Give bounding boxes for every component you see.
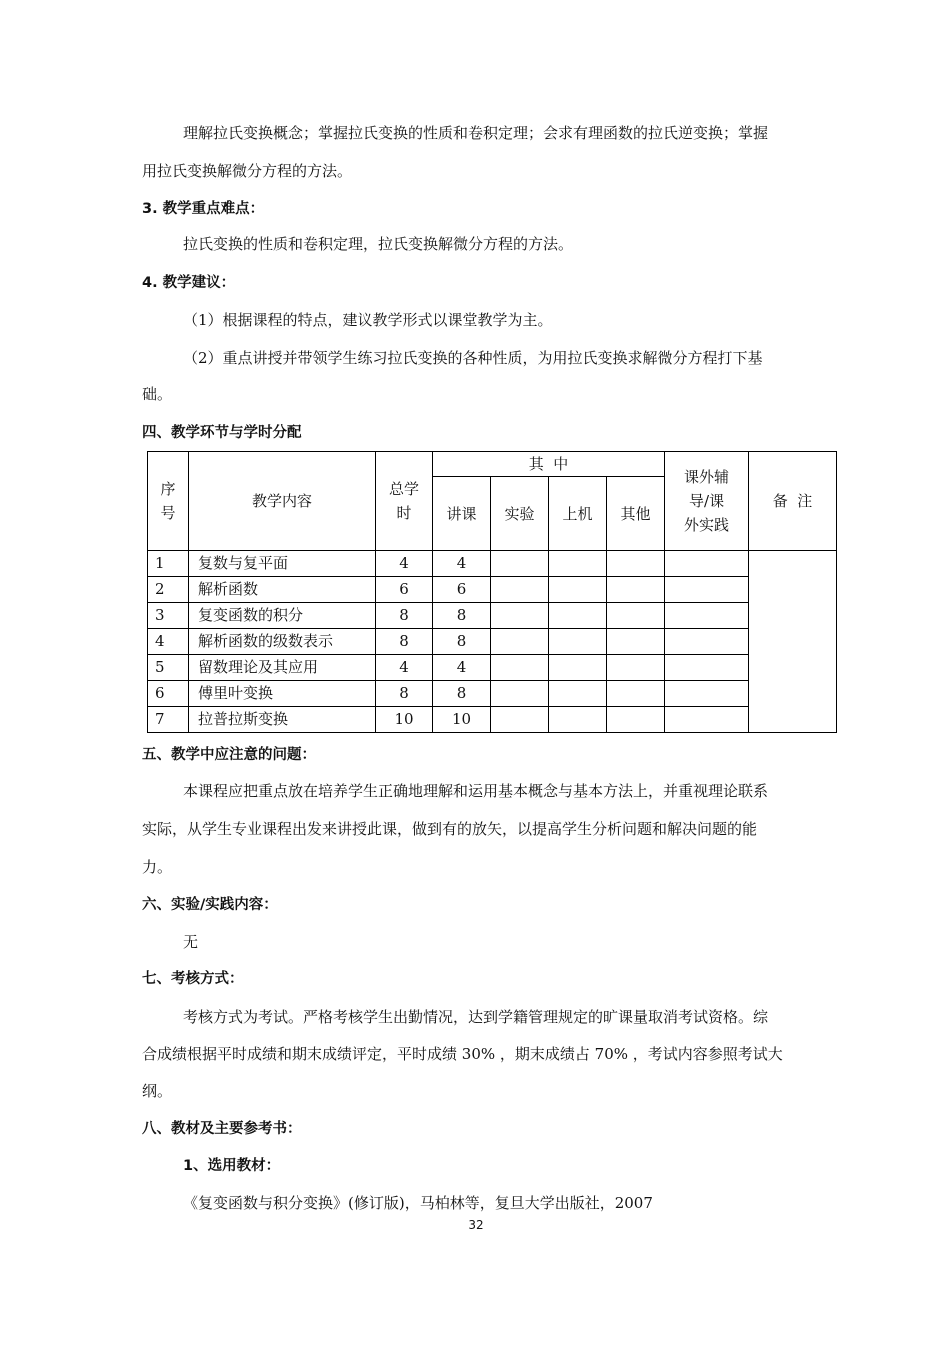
section-five-line-1: 本课程应把重点放在培养学生正确地理解和运用基本概念与基本方法上，并重视理论联系 bbox=[183, 782, 769, 800]
row-experiment bbox=[491, 629, 549, 655]
section-seven-line-3: 纲。 bbox=[142, 1082, 173, 1100]
row-seq: 2 bbox=[148, 577, 189, 603]
row-computer bbox=[549, 551, 607, 577]
header-lecture: 讲课 bbox=[433, 477, 491, 551]
section-seven-line-1: 考核方式为考试。严格考核学生出勤情况，达到学籍管理规定的旷课量取消考试资格。综 bbox=[183, 1008, 769, 1026]
row-other bbox=[607, 629, 665, 655]
row-extra bbox=[665, 551, 749, 577]
section-eight-subheading: 1、选用教材： bbox=[183, 1158, 281, 1174]
hours-table bbox=[147, 451, 837, 733]
header-note: 备 注 bbox=[749, 452, 837, 551]
row-seq: 1 bbox=[148, 551, 189, 577]
table-row bbox=[148, 551, 837, 577]
row-lecture: 8 bbox=[433, 629, 491, 655]
row-computer bbox=[549, 577, 607, 603]
section-eight-heading: 八、教材及主要参考书： bbox=[142, 1121, 302, 1137]
row-content: 解析函数 bbox=[189, 577, 376, 603]
header-other: 其他 bbox=[607, 477, 665, 551]
section-4-heading: 4. 教学建议： bbox=[142, 275, 236, 291]
section-4-item-1: （1）根据课程的特点，建议教学形式以课堂教学为主。 bbox=[183, 311, 553, 329]
row-computer bbox=[549, 629, 607, 655]
row-other bbox=[607, 707, 665, 733]
row-seq: 7 bbox=[148, 707, 189, 733]
row-seq: 6 bbox=[148, 681, 189, 707]
section-four-heading: 四、教学环节与学时分配 bbox=[142, 425, 302, 441]
row-total: 6 bbox=[376, 577, 433, 603]
row-experiment bbox=[491, 707, 549, 733]
row-total: 8 bbox=[376, 603, 433, 629]
section-4-item-2-line-1: （2）重点讲授并带领学生练习拉氏变换的各种性质，为用拉氏变换求解微分方程打下基 bbox=[183, 349, 763, 367]
row-seq: 5 bbox=[148, 655, 189, 681]
row-content: 拉普拉斯变换 bbox=[189, 707, 376, 733]
header-extra: 课外辅导/课外实践 bbox=[665, 452, 749, 551]
row-other bbox=[607, 577, 665, 603]
row-total: 10 bbox=[376, 707, 433, 733]
row-experiment bbox=[491, 551, 549, 577]
row-computer bbox=[549, 655, 607, 681]
row-extra bbox=[665, 577, 749, 603]
table-row bbox=[148, 629, 837, 655]
row-content: 复数与复平面 bbox=[189, 551, 376, 577]
row-content: 解析函数的级数表示 bbox=[189, 629, 376, 655]
row-lecture: 4 bbox=[433, 551, 491, 577]
row-total: 8 bbox=[376, 629, 433, 655]
row-lecture: 6 bbox=[433, 577, 491, 603]
section-3-heading: 3. 教学重点难点： bbox=[142, 201, 265, 217]
row-total: 4 bbox=[376, 655, 433, 681]
row-seq: 4 bbox=[148, 629, 189, 655]
intro-line-1: 理解拉氏变换概念；掌握拉氏变换的性质和卷积定理；会求有理函数的拉氏逆变换；掌握 bbox=[183, 124, 769, 142]
row-computer bbox=[549, 707, 607, 733]
row-seq: 3 bbox=[148, 603, 189, 629]
header-content: 教学内容 bbox=[189, 452, 376, 551]
section-five-line-2: 实际，从学生专业课程出发来讲授此课，做到有的放矢，以提高学生分析问题和解决问题的能 bbox=[142, 820, 758, 838]
row-other bbox=[607, 551, 665, 577]
table-row bbox=[148, 681, 837, 707]
row-computer bbox=[549, 603, 607, 629]
table-row bbox=[148, 707, 837, 733]
row-other bbox=[607, 603, 665, 629]
row-extra bbox=[665, 629, 749, 655]
header-total: 总学时 bbox=[376, 452, 433, 551]
header-among: 其 中 bbox=[433, 452, 665, 477]
header-experiment: 实验 bbox=[491, 477, 549, 551]
header-computer: 上机 bbox=[549, 477, 607, 551]
row-experiment bbox=[491, 577, 549, 603]
row-content: 留数理论及其应用 bbox=[189, 655, 376, 681]
section-six-heading: 六、实验/实践内容： bbox=[142, 897, 278, 913]
section-seven-line-2: 合成绩根据平时成绩和期末成绩评定，平时成绩 30% ，期末成绩占 70% ，考试内容参照考试大 bbox=[142, 1045, 783, 1063]
row-extra bbox=[665, 681, 749, 707]
row-lecture: 10 bbox=[433, 707, 491, 733]
section-4-item-2-line-2: 础。 bbox=[142, 385, 173, 403]
row-extra bbox=[665, 603, 749, 629]
section-seven-heading: 七、考核方式： bbox=[142, 971, 244, 987]
row-extra bbox=[665, 707, 749, 733]
row-content: 傅里叶变换 bbox=[189, 681, 376, 707]
section-3-text: 拉氏变换的性质和卷积定理，拉氏变换解微分方程的方法。 bbox=[183, 235, 574, 253]
row-content: 复变函数的积分 bbox=[189, 603, 376, 629]
row-experiment bbox=[491, 603, 549, 629]
section-five-heading: 五、教学中应注意的问题： bbox=[142, 747, 316, 763]
row-experiment bbox=[491, 655, 549, 681]
table-row bbox=[148, 577, 837, 603]
row-lecture: 4 bbox=[433, 655, 491, 681]
note-cell bbox=[749, 551, 837, 733]
row-extra bbox=[665, 655, 749, 681]
header-seq: 序号 bbox=[148, 452, 189, 551]
section-five-line-3: 力。 bbox=[142, 858, 173, 876]
row-total: 4 bbox=[376, 551, 433, 577]
intro-line-2: 用拉氏变换解微分方程的方法。 bbox=[142, 162, 353, 180]
page-number: 32 bbox=[468, 1218, 484, 1232]
table-row bbox=[148, 655, 837, 681]
textbook-entry: 《复变函数与积分变换》(修订版)，马柏林等，复旦大学出版社，2007 bbox=[183, 1194, 653, 1212]
row-computer bbox=[549, 681, 607, 707]
row-other bbox=[607, 655, 665, 681]
table-row bbox=[148, 603, 837, 629]
row-experiment bbox=[491, 681, 549, 707]
row-total: 8 bbox=[376, 681, 433, 707]
row-lecture: 8 bbox=[433, 603, 491, 629]
section-six-text: 无 bbox=[183, 933, 199, 951]
row-other bbox=[607, 681, 665, 707]
row-lecture: 8 bbox=[433, 681, 491, 707]
